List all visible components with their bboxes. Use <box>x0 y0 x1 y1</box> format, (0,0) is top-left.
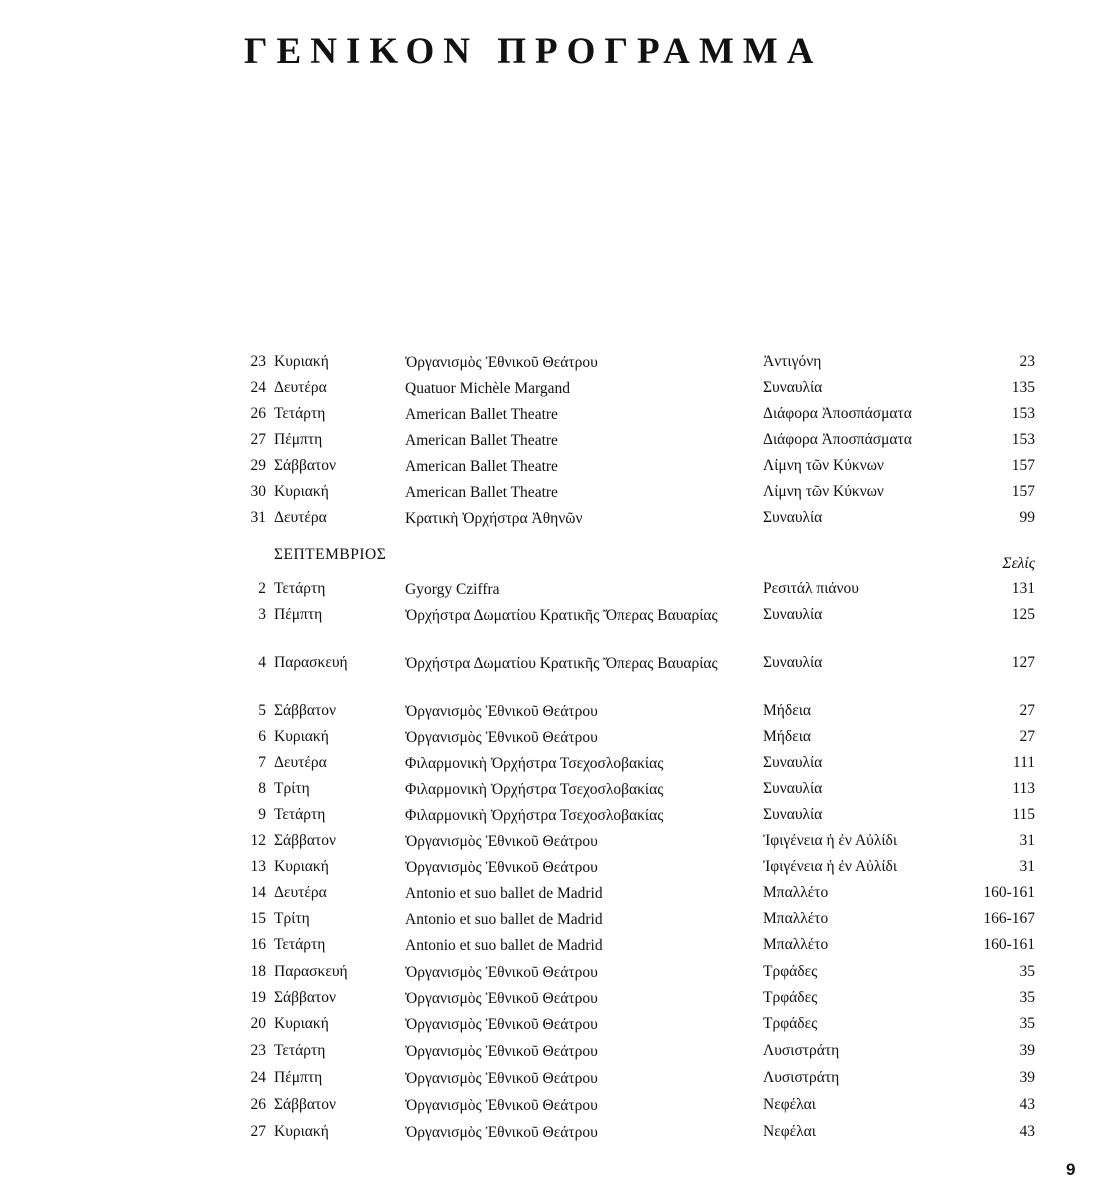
row-page: 23 <box>1019 353 1035 370</box>
row-organizer: Ὀργανισμὸς Ἐθνικοῦ Θεάτρου <box>405 354 598 371</box>
row-weekday: Τρίτη <box>274 910 310 927</box>
row-weekday: Δευτέρα <box>274 509 327 526</box>
schedule-row <box>0 1095 1096 1121</box>
row-performance: Μήδεια <box>763 728 811 745</box>
row-organizer: American Ballet Theatre <box>405 484 558 501</box>
row-weekday: Πέμπτη <box>274 431 323 448</box>
row-organizer: Ὀργανισμὸς Ἐθνικοῦ Θεάτρου <box>405 859 598 876</box>
schedule-row <box>0 988 1096 1014</box>
row-organizer: Ὀρχήστρα Δωματίου Κρατικῆς Ὄπερας Βαυαρίας <box>405 607 718 624</box>
row-page: 131 <box>1011 580 1035 597</box>
row-day: 24 <box>250 1069 266 1086</box>
row-day: 29 <box>250 457 266 474</box>
row-performance: Ἀντιγόνη <box>763 353 822 370</box>
row-weekday: Σάββατον <box>274 989 337 1006</box>
row-performance: Συναυλία <box>763 754 823 771</box>
row-organizer: Κρατικὴ Ὀρχήστρα Ἀθηνῶν <box>405 510 583 527</box>
schedule-row <box>0 935 1096 961</box>
row-organizer: Ὀργανισμὸς Ἐθνικοῦ Θεάτρου <box>405 833 598 850</box>
schedule-row <box>0 1014 1096 1040</box>
row-organizer: Quatuor Michèle Margand <box>405 380 570 397</box>
row-day: 27 <box>250 1123 266 1140</box>
row-day: 2 <box>258 580 266 597</box>
row-organizer: Ὀργανισμὸς Ἐθνικοῦ Θεάτρου <box>405 1043 598 1060</box>
row-organizer: Ὀργανισμὸς Ἐθνικοῦ Θεάτρου <box>405 1016 598 1033</box>
row-page: 160-161 <box>983 884 1035 901</box>
row-day: 23 <box>250 1042 266 1059</box>
row-weekday: Κυριακή <box>274 483 329 500</box>
row-weekday: Παρασκευή <box>274 654 348 671</box>
schedule-row <box>0 456 1096 482</box>
row-day: 20 <box>250 1015 266 1032</box>
row-weekday: Κυριακή <box>274 353 329 370</box>
row-page: 111 <box>1012 754 1035 771</box>
schedule-row <box>0 1122 1096 1148</box>
row-performance: Συναυλία <box>763 806 823 823</box>
page-number: 9 <box>1066 1160 1076 1179</box>
row-performance: Τρφάδες <box>763 1015 818 1032</box>
row-weekday: Πέμπτη <box>274 1069 323 1086</box>
schedule-row <box>0 727 1096 753</box>
row-page: 27 <box>1019 728 1035 745</box>
row-weekday: Δευτέρα <box>274 379 327 396</box>
row-performance: Μπαλλέτο <box>763 910 829 927</box>
row-page: 115 <box>1012 806 1035 823</box>
pages-column-heading: Σελίς <box>1002 555 1035 572</box>
row-day: 26 <box>250 405 266 422</box>
row-organizer: Ὀργανισμὸς Ἐθνικοῦ Θεάτρου <box>405 1070 598 1087</box>
row-weekday: Πέμπτη <box>274 606 323 623</box>
month-heading-september: ΣΕΠΤΕΜΒΡΙΟΣ <box>274 546 387 563</box>
row-day: 7 <box>258 754 266 771</box>
row-organizer: Ὀργανισμὸς Ἐθνικοῦ Θεάτρου <box>405 703 598 720</box>
row-performance: Μπαλλέτο <box>763 936 829 953</box>
row-page: 43 <box>1019 1096 1035 1113</box>
row-day: 31 <box>250 509 266 526</box>
row-performance: Τρφάδες <box>763 989 818 1006</box>
row-weekday: Σάββατον <box>274 1096 337 1113</box>
row-performance: Συναυλία <box>763 379 823 396</box>
row-day: 5 <box>258 702 266 719</box>
row-page: 31 <box>1019 858 1035 875</box>
row-performance: Νεφέλαι <box>763 1123 816 1140</box>
row-performance: Ρεσιτάλ πιάνου <box>763 580 859 597</box>
schedule-row <box>0 605 1096 631</box>
row-page: 39 <box>1019 1069 1035 1086</box>
row-performance: Λυσιστράτη <box>763 1042 840 1059</box>
row-organizer: Ὀρχήστρα Δωματίου Κρατικῆς Ὄπερας Βαυαρίας <box>405 655 718 672</box>
row-page: 157 <box>1011 457 1035 474</box>
row-page: 135 <box>1011 379 1035 396</box>
row-day: 15 <box>250 910 266 927</box>
row-weekday: Δευτέρα <box>274 754 327 771</box>
row-page: 125 <box>1011 606 1035 623</box>
row-page: 166-167 <box>983 910 1035 927</box>
row-weekday: Κυριακή <box>274 1015 329 1032</box>
schedule-row <box>0 579 1096 605</box>
row-performance: Διάφορα Ἀποσπάσματα <box>763 405 912 422</box>
schedule-row <box>0 352 1096 378</box>
row-organizer: Ὀργανισμὸς Ἐθνικοῦ Θεάτρου <box>405 964 598 981</box>
row-page: 157 <box>1011 483 1035 500</box>
row-page: 35 <box>1019 963 1035 980</box>
row-page: 35 <box>1019 989 1035 1006</box>
row-performance: Ἰφιγένεια ἡ ἐν Αὐλίδι <box>763 858 897 875</box>
row-organizer: Ὀργανισμὸς Ἐθνικοῦ Θεάτρου <box>405 990 598 1007</box>
row-organizer: Antonio et suo ballet de Madrid <box>405 911 603 928</box>
row-weekday: Κυριακή <box>274 1123 329 1140</box>
schedule-row <box>0 378 1096 404</box>
page-title: ΓΕΝΙΚΟΝ ΠΡΟΓΡΑΜΜΑ <box>244 31 823 72</box>
schedule-row <box>0 508 1096 534</box>
schedule-row <box>0 653 1096 679</box>
row-day: 6 <box>258 728 266 745</box>
schedule-row <box>0 831 1096 857</box>
row-day: 12 <box>250 832 266 849</box>
row-organizer: Φιλαρμονικὴ Ὀρχήστρα Τσεχοσλοβακίας <box>405 755 664 772</box>
row-page: 39 <box>1019 1042 1035 1059</box>
row-page: 31 <box>1019 832 1035 849</box>
row-day: 24 <box>250 379 266 396</box>
row-day: 30 <box>250 483 266 500</box>
schedule-row <box>0 779 1096 805</box>
row-performance: Μήδεια <box>763 702 811 719</box>
row-organizer: Φιλαρμονικὴ Ὀρχήστρα Τσεχοσλοβακίας <box>405 781 664 798</box>
row-weekday: Τρίτη <box>274 780 310 797</box>
schedule-row <box>0 1068 1096 1094</box>
row-organizer: Φιλαρμονικὴ Ὀρχήστρα Τσεχοσλοβακίας <box>405 807 664 824</box>
row-performance: Ἰφιγένεια ἡ ἐν Αὐλίδι <box>763 832 897 849</box>
row-performance: Συναυλία <box>763 606 823 623</box>
row-performance: Λίμνη τῶν Κύκνων <box>763 457 884 474</box>
row-organizer: Ὀργανισμὸς Ἐθνικοῦ Θεάτρου <box>405 1097 598 1114</box>
row-performance: Συναυλία <box>763 509 823 526</box>
row-weekday: Τετάρτη <box>274 580 326 597</box>
row-organizer: Antonio et suo ballet de Madrid <box>405 885 603 902</box>
row-weekday: Τετάρτη <box>274 1042 326 1059</box>
schedule-row <box>0 753 1096 779</box>
row-day: 9 <box>258 806 266 823</box>
row-day: 3 <box>258 606 266 623</box>
row-page: 127 <box>1011 654 1035 671</box>
row-page: 43 <box>1019 1123 1035 1140</box>
row-page: 113 <box>1012 780 1035 797</box>
row-organizer: American Ballet Theatre <box>405 432 558 449</box>
row-performance: Συναυλία <box>763 654 823 671</box>
row-day: 18 <box>250 963 266 980</box>
schedule-row <box>0 909 1096 935</box>
row-performance: Λυσιστράτη <box>763 1069 840 1086</box>
row-day: 27 <box>250 431 266 448</box>
row-performance: Λίμνη τῶν Κύκνων <box>763 483 884 500</box>
schedule-row <box>0 482 1096 508</box>
schedule-row <box>0 430 1096 456</box>
row-weekday: Σάββατον <box>274 457 337 474</box>
row-day: 14 <box>250 884 266 901</box>
row-performance: Συναυλία <box>763 780 823 797</box>
row-weekday: Παρασκευή <box>274 963 348 980</box>
row-performance: Διάφορα Ἀποσπάσματα <box>763 431 912 448</box>
row-weekday: Τετάρτη <box>274 405 326 422</box>
row-weekday: Κυριακή <box>274 858 329 875</box>
schedule-row <box>0 805 1096 831</box>
row-organizer: Ὀργανισμὸς Ἐθνικοῦ Θεάτρου <box>405 1124 598 1141</box>
row-weekday: Κυριακή <box>274 728 329 745</box>
row-organizer: American Ballet Theatre <box>405 406 558 423</box>
row-page: 160-161 <box>983 936 1035 953</box>
schedule-row <box>0 962 1096 988</box>
row-page: 153 <box>1011 431 1035 448</box>
row-day: 8 <box>258 780 266 797</box>
row-page: 99 <box>1019 509 1035 526</box>
row-day: 19 <box>250 989 266 1006</box>
row-page: 153 <box>1011 405 1035 422</box>
row-page: 27 <box>1019 702 1035 719</box>
row-organizer: American Ballet Theatre <box>405 458 558 475</box>
row-weekday: Τετάρτη <box>274 936 326 953</box>
row-weekday: Δευτέρα <box>274 884 327 901</box>
row-organizer: Antonio et suo ballet de Madrid <box>405 937 603 954</box>
schedule-row <box>0 883 1096 909</box>
schedule-row <box>0 857 1096 883</box>
row-day: 23 <box>250 353 266 370</box>
row-day: 4 <box>258 654 266 671</box>
row-day: 13 <box>250 858 266 875</box>
row-organizer: Ὀργανισμὸς Ἐθνικοῦ Θεάτρου <box>405 729 598 746</box>
row-weekday: Σάββατον <box>274 832 337 849</box>
schedule-row <box>0 1041 1096 1067</box>
row-weekday: Τετάρτη <box>274 806 326 823</box>
row-day: 16 <box>250 936 266 953</box>
schedule-row <box>0 701 1096 727</box>
row-performance: Μπαλλέτο <box>763 884 829 901</box>
schedule-row <box>0 404 1096 430</box>
row-performance: Τρφάδες <box>763 963 818 980</box>
row-performance: Νεφέλαι <box>763 1096 816 1113</box>
row-page: 35 <box>1019 1015 1035 1032</box>
row-organizer: Gyorgy Cziffra <box>405 581 500 598</box>
row-weekday: Σάββατον <box>274 702 337 719</box>
row-day: 26 <box>250 1096 266 1113</box>
